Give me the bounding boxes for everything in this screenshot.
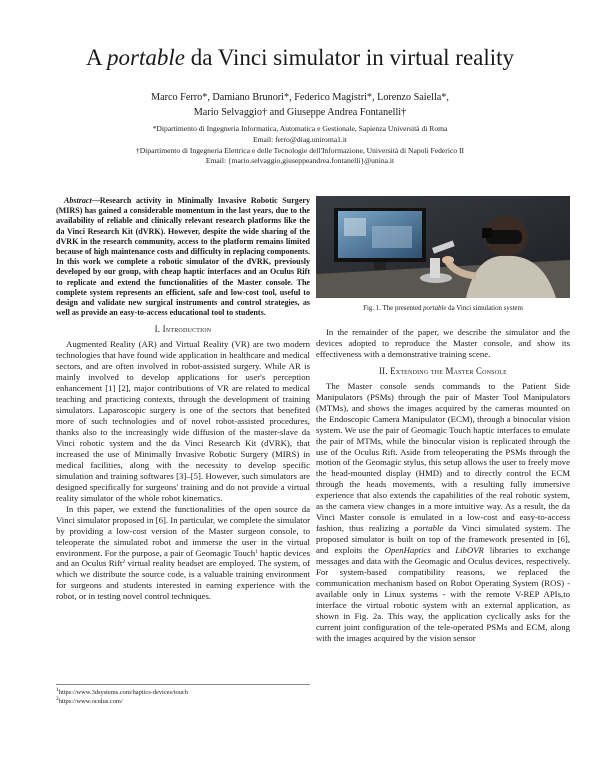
affiliations [20,124,580,167]
section-heading-master-console: II. Extending the Master Console [379,365,507,376]
section-heading-introduction: I. Introduction [154,324,212,335]
abstract-lead: Abstract [64,196,92,205]
figure-photo [316,196,570,298]
affiliation-line: †Dipartimento di Ingegneria Elettrica e delle Tecnologie dell'Informazione, Università di Napoli Federico II [135,145,465,155]
section-2-paragraph: The Master console sends commands to the Patient Side Manipulators (PSMs) through the pair of Master Tool Manipulators (MTMs), and shows the images acquired by the cameras mounted on the Endoscopic Camera Manipulator (ECM), through a binocular vision system. We use the pair of Geomagic Touch haptic interfaces to emulate the pair of MTMs, while the binocular vision is replicated through the use of the Oculus Rift. Aside from teleoperating the PSMs through the motion of the Geomagic stylus, this setup allows the user to freely move the head-mounted display (HMD) and to directly control the ECM through the heads movements, with a resulting fully immersive experience that also extends the capabilities of the real robotic system, as the camera view changes in a more intuitive way. As a result, the da Vinci Master console is emulated in a low-cost and easy-to-access fashion, thus realizing a portable da Vinci simulated system. The proposed simulator is built on top of the framework presented in [6], and exploits the OpenHaptics and LibOVR libraries to exchange messages and data with the Geomagic and Oculus devices, respectively. For system-based compatibility reasons, we replaced the communication mechanism based on Robot Operating System (ROS) - available only in Linux systems - with the remote V-REP APIs,to interface the virtual robotic system with an external application, as shown in Fig. 2a. This way, the application cyclically asks for the current joint configuration of the tele-operated PSMs and ECM, along with the images acquired by the vision sensor [316,380,571,643]
footnote-ref: 1 [255,548,258,555]
abstract [56,196,310,318]
affiliation-line: *Dipartimento di Ingegneria Informatica, Automatica e Gestionale, Sapienza Università di Roma [152,124,448,133]
footnote: $^2$https://www.oculus.com/ [56,696,123,705]
intro-paragraph-1: Augmented Reality (AR) and Virtual Reality (VR) are two modern technologies that have found wide application in healthcare and medical sectors, and are often involved in robot-assisted surgery. While AR is mainly involved to develop applications for user's perception enhancement [1] [2], major contributions of VR are related to medical teaching and practicing contexts, through the development of training simulators. Laparoscopic surgery is one of the sectors that benefited more of such technologies and of novel robot-assisted procedures, thanks also to the increasingly wide diffusion of the master-slave da Vinci robotic system and the da Vinci Research Kit (dVRK), that increased the use of Minimally Invasive Robotic Surgery (MIRS) in medical facilities, along with the necessity to develop specific simulation and training softwares [3]–[5]. However, such simulators are designed specifically for surgeons' training and do not provide a virtual reality simulator of the whole robot kinematics. [56,339,310,503]
author-line: Mario Selvaggio† and Giuseppe Andrea Fontanelli† [193,107,407,118]
figure-caption: Fig. 1. The presented portable da Vinci simulation system [363,305,523,312]
affiliation-email: Email: {mario.selvaggio,giuseppeandrea.fontanelli}@unina.it [205,156,395,166]
footnote: $^1$https://www.3dsystems.com/haptics-devices/touch [56,687,188,696]
right-column [316,196,570,644]
footnotes [56,684,310,706]
body-paragraph: In the remainder of the paper, we describe the simulator and the devices adopted to reproduce the Master console, and show its effectiveness with a demonstrative training scene. [316,327,570,359]
footnote-ref: 2 [122,559,126,566]
author-list [60,90,540,120]
author-line: Marco Ferro*, Damiano Brunori*, Federico Magistri*, Lorenzo Saiella*, [151,92,449,103]
left-column [56,196,310,602]
intro-paragraph-2: In this paper, we extend the functionalities of the open source da Vinci simulator proposed in [6]. In particular, we complete the simulator by providing a low-cost version of the Master surgeon console, to teleoperate the simulated robot and immerse the user in the virtual environment. For the purpose, a pair of Geomagic Touch$^1$ haptic devices and an Oculus Rift$^2$ virtual reality headset are employed. The system, of which we distribute the source code, is a valuable training environment for surgeons and students interested in earning experience with the robot, or in testing novel control techniques. [56,503,311,602]
abstract-text: —Research activity in Minimally Invasive Robotic Surgery (MIRS) has gained a considerable momentum in the last years, due to the availability of reliable and clinically relevant research platforms like the da Vinci Research Kit (dVRK). However, despite the wide sharing of the dVRK in the research community, access to the platform remains limited because of high maintenance costs and difficulty in replacing components. In this work we complete a robotic simulator of the dVRK, previously developed by our group, with cheap haptic interfaces and an Oculus Rift to replicate and extend the functionalities of the Master console. The complete system represents an efficient, safe and low-cost tool, useful to design and validate new surgical instruments and control strategies, as well as provide an easy-to-access educational tool to students. [56,196,310,318]
paper-title: A portable da Vinci simulator in virtual reality [85,45,515,70]
affiliation-email: Email: ferro@diag.uniroma1.it [252,134,348,144]
simulator-photo-image [316,196,570,298]
